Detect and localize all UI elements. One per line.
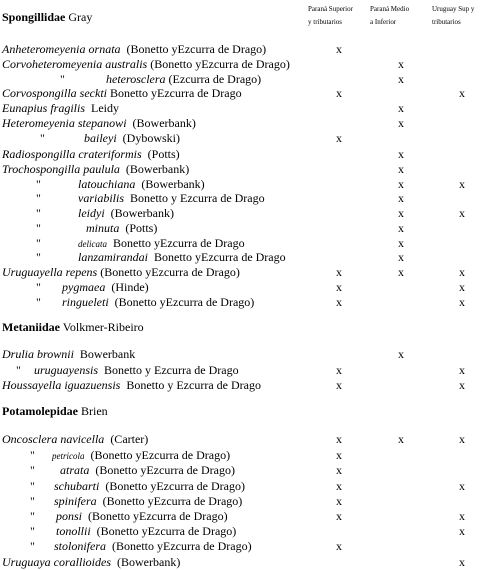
ditto-mark: "	[36, 236, 41, 250]
presence-mark: x	[336, 479, 342, 493]
family-heading-row	[0, 10, 491, 25]
presence-mark: x	[336, 86, 342, 100]
family-authority: Gray	[65, 10, 93, 24]
taxon-italic: variabilis	[78, 191, 125, 205]
taxon-italic: minuta	[86, 221, 120, 235]
species-name	[2, 116, 196, 131]
taxon-authority: Bowerbank	[73, 347, 136, 361]
taxon-italic: lanzamirandai	[78, 250, 149, 264]
presence-mark: x	[398, 432, 404, 446]
taxon-italic: delicata	[78, 239, 107, 249]
taxon-authority: (Bonetto yEzcurra de Drago)	[96, 494, 243, 508]
family-name	[2, 320, 144, 335]
species-name	[86, 221, 157, 236]
taxon-authority: (Potts)	[119, 221, 158, 235]
presence-mark: x	[459, 295, 465, 309]
taxon-authority: (Bonetto yEzcurra de Drago)	[84, 448, 231, 462]
table-row	[0, 191, 491, 206]
taxon-italic: Uruguaya corallioides	[2, 555, 111, 569]
species-name	[78, 206, 174, 221]
taxon-authority: Bonetto yEzcurra de Drago	[107, 236, 245, 250]
presence-mark: x	[336, 42, 342, 56]
presence-mark: x	[398, 101, 404, 115]
species-name	[52, 448, 230, 464]
taxon-authority: (Bonetto yEzcurra de Drago)	[120, 42, 267, 56]
taxon-authority: (Ezcurra de Drago)	[165, 72, 262, 86]
taxon-italic: latouchiana	[78, 177, 136, 191]
ditto-mark: "	[36, 206, 41, 220]
ditto-mark: "	[30, 448, 35, 462]
taxon-italic: ringueleti	[62, 295, 109, 309]
taxon-authority: Bonetto y Ezcurra de Drago	[98, 363, 239, 377]
presence-mark: x	[398, 177, 404, 191]
taxon-authority: Bonetto yEzcurra de Drago	[107, 86, 242, 100]
table-row	[0, 236, 491, 251]
family-heading-row	[0, 320, 491, 335]
species-name	[2, 162, 189, 177]
table-row	[0, 539, 491, 554]
presence-mark: x	[459, 432, 465, 446]
presence-mark: x	[459, 378, 465, 392]
taxon-authority: (Bonetto yEzcurra de Drago)	[90, 524, 237, 538]
presence-mark: x	[459, 555, 465, 569]
ditto-mark: "	[36, 177, 41, 191]
ditto-mark: "	[40, 131, 45, 145]
taxon-italic: Heteromeyenia stepanowi	[2, 116, 127, 130]
ditto-mark: "	[30, 509, 35, 523]
species-name	[60, 463, 235, 478]
table-row	[0, 378, 491, 393]
table-row	[0, 250, 491, 265]
presence-mark: x	[398, 191, 404, 205]
table-row	[0, 265, 491, 280]
species-name	[78, 191, 265, 206]
taxon-italic: Drulia brownii	[2, 347, 74, 361]
presence-mark: x	[459, 363, 465, 377]
table-row	[0, 57, 491, 72]
taxon-authority: (Bowerbank)	[135, 177, 205, 191]
taxon-authority: Leidy	[85, 101, 120, 115]
presence-mark: x	[459, 280, 465, 294]
table-row	[0, 432, 491, 447]
presence-mark: x	[336, 363, 342, 377]
ditto-mark: "	[30, 539, 35, 553]
table-row	[0, 42, 491, 57]
species-name	[54, 479, 245, 494]
presence-mark: x	[336, 432, 342, 446]
species-name	[54, 539, 252, 554]
presence-mark: x	[336, 463, 342, 477]
taxon-authority: (Bowerbank)	[104, 206, 174, 220]
taxon-authority: (Bonetto yEzcurra de Drago)	[82, 509, 228, 523]
presence-mark: x	[398, 116, 404, 130]
presence-mark: x	[398, 221, 404, 235]
family-title: Metaniidae	[2, 320, 60, 334]
ditto-mark: "	[36, 295, 41, 309]
taxon-authority: Bonetto y Ezcurra de Drago	[120, 378, 261, 392]
taxon-authority: (Bonetto yEzcurra de Drago)	[108, 295, 255, 309]
species-name	[106, 72, 261, 87]
species-name	[2, 378, 261, 393]
species-name	[2, 57, 290, 72]
presence-mark: x	[459, 509, 465, 523]
column-header-parana-medio: Paraná Medio a Inferior	[370, 5, 410, 26]
presence-mark: x	[459, 265, 465, 279]
taxon-italic: leidyi	[78, 206, 105, 220]
species-name	[56, 524, 236, 539]
taxon-authority: Bonetto yEzcurra de Drago	[148, 250, 286, 264]
taxon-italic: baileyi	[84, 131, 117, 145]
presence-mark: x	[336, 494, 342, 508]
table-row	[0, 524, 491, 539]
table-row	[0, 131, 491, 146]
taxon-authority: (Hinde)	[105, 280, 149, 294]
table-row	[0, 463, 491, 478]
ditto-mark: "	[36, 250, 41, 264]
presence-mark: x	[336, 448, 342, 462]
ditto-mark: "	[36, 280, 41, 294]
taxon-authority: (Dybowski)	[116, 131, 180, 145]
taxon-italic: stolonifera	[54, 539, 107, 553]
taxon-italic: schubarti	[54, 479, 100, 493]
taxon-authority: (Potts)	[141, 147, 180, 161]
ditto-mark: "	[36, 221, 41, 235]
family-authority: Brien	[78, 404, 108, 418]
presence-mark: x	[398, 206, 404, 220]
table-row	[0, 177, 491, 192]
taxon-authority: (Bowerbank)	[111, 555, 181, 569]
taxon-italic: heterosclera	[106, 72, 166, 86]
taxon-italic: Uruguayella repens	[2, 265, 98, 279]
table-row	[0, 147, 491, 162]
presence-mark: x	[398, 72, 404, 86]
taxon-italic: Eunapius fragilis	[2, 101, 86, 115]
species-name	[62, 295, 254, 310]
presence-mark: x	[398, 347, 404, 361]
presence-mark: x	[398, 250, 404, 264]
family-authority: Volkmer-Ribeiro	[60, 320, 144, 334]
presence-mark: x	[398, 265, 404, 279]
ditto-mark: "	[30, 463, 35, 477]
presence-mark: x	[459, 177, 465, 191]
species-name	[2, 347, 135, 362]
table-row	[0, 363, 491, 378]
presence-mark: x	[336, 265, 342, 279]
table-row	[0, 86, 491, 101]
table-row	[0, 280, 491, 295]
taxon-italic: Houssayella iguazuensis	[2, 378, 121, 392]
table-row	[0, 221, 491, 236]
taxon-italic: Corvospongilla seckti	[2, 86, 107, 100]
taxon-italic: pygmaea	[62, 280, 106, 294]
species-name	[2, 42, 266, 57]
presence-mark: x	[398, 236, 404, 250]
taxon-authority: Bonetto y Ezcurra de Drago	[124, 191, 265, 205]
species-name	[2, 432, 148, 447]
taxon-authority: (Bonetto yEzcurra de Drago)	[97, 265, 240, 279]
presence-mark: x	[398, 57, 404, 71]
taxon-authority: (Bonetto yEzcurra de Drago)	[89, 463, 235, 477]
taxon-italic: tonollii	[56, 524, 91, 538]
table-row	[0, 555, 491, 570]
table-row	[0, 101, 491, 116]
species-name	[2, 86, 242, 101]
table-row	[0, 347, 491, 362]
table-row	[0, 509, 491, 524]
species-name	[78, 177, 205, 192]
taxon-authority: (Bonetto yEzcurra de Drago)	[99, 479, 245, 493]
family-title: Spongillidae	[2, 10, 66, 24]
column-header-parana-superior: Paraná Superior y tributarios	[308, 5, 353, 26]
family-heading-row	[0, 404, 491, 419]
taxon-italic: spinifera	[54, 494, 97, 508]
taxon-italic: Anheteromeyenia ornata	[2, 42, 121, 56]
table-row	[0, 479, 491, 494]
family-name	[2, 404, 108, 419]
taxon-italic: Corvoheteromeyenia australis	[2, 57, 148, 71]
species-name	[78, 250, 286, 265]
species-name	[54, 494, 242, 509]
presence-mark: x	[336, 295, 342, 309]
species-name	[2, 555, 180, 570]
presence-mark: x	[336, 131, 342, 145]
presence-mark: x	[336, 509, 342, 523]
presence-mark: x	[336, 280, 342, 294]
table-row	[0, 116, 491, 131]
family-title: Potamolepidae	[2, 404, 78, 418]
taxon-italic: atrata	[60, 463, 90, 477]
taxon-authority: (Bowerbank)	[126, 116, 196, 130]
taxon-authority: (Bonetto yEzcurra de Drago)	[147, 57, 290, 71]
presence-mark: x	[336, 539, 342, 553]
species-name	[2, 101, 119, 116]
ditto-mark: "	[30, 479, 35, 493]
table-row	[0, 162, 491, 177]
table-row	[0, 494, 491, 509]
family-name	[2, 10, 92, 25]
taxon-authority: (Bonetto yEzcurra de Drago)	[106, 539, 252, 553]
ditto-mark: "	[16, 363, 21, 377]
presence-mark: x	[459, 206, 465, 220]
taxon-italic: ponsi	[56, 509, 83, 523]
species-name	[56, 509, 228, 524]
species-name	[62, 280, 149, 295]
ditto-mark: "	[60, 72, 65, 86]
column-header-uruguay-sup: Uruguay Sup y tributarios	[432, 5, 475, 26]
ditto-mark: "	[30, 494, 35, 508]
species-name	[84, 131, 180, 146]
ditto-mark: "	[30, 524, 35, 538]
species-name	[2, 147, 180, 162]
species-name	[34, 363, 239, 378]
presence-mark: x	[459, 86, 465, 100]
ditto-mark: "	[36, 191, 41, 205]
species-name	[2, 265, 240, 280]
presence-mark: x	[459, 479, 465, 493]
taxon-italic: Radiospongilla crateriformis	[2, 147, 142, 161]
table-row	[0, 206, 491, 221]
table-row	[0, 295, 491, 310]
presence-mark: x	[459, 524, 465, 538]
taxon-authority: (Carter)	[104, 432, 149, 446]
presence-mark: x	[336, 378, 342, 392]
taxon-italic: Trochospongilla paulula	[2, 162, 120, 176]
table-row	[0, 72, 491, 87]
taxon-italic: petricola	[52, 451, 85, 461]
presence-mark: x	[398, 162, 404, 176]
taxon-italic: uruguayensis	[34, 363, 98, 377]
taxon-authority: (Bowerbank)	[119, 162, 190, 176]
presence-mark: x	[398, 147, 404, 161]
taxon-italic: Oncosclera navicella	[2, 432, 105, 446]
table-row	[0, 448, 491, 463]
